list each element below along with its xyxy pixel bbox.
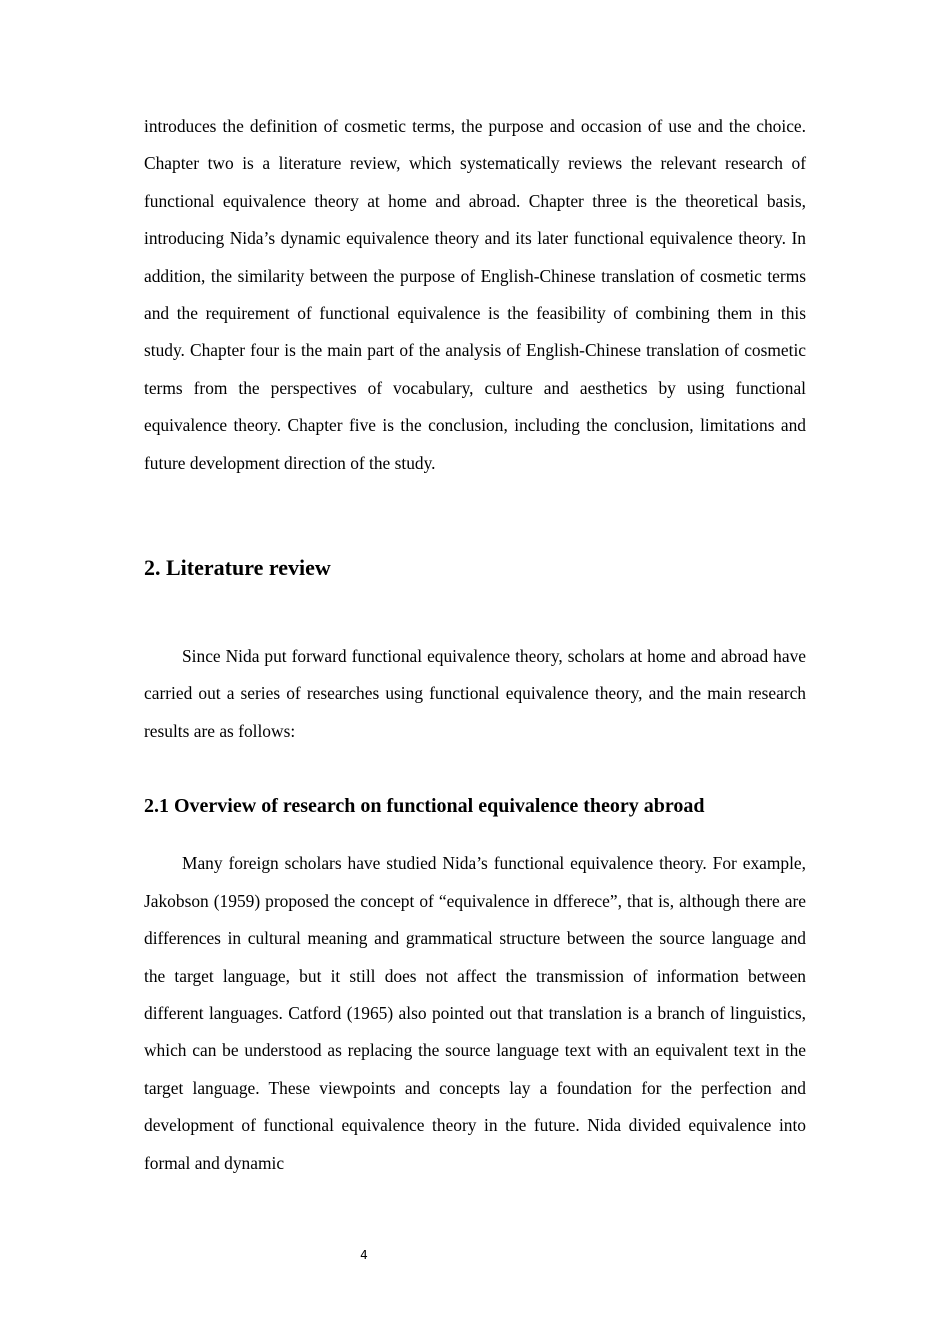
spacer bbox=[144, 482, 806, 553]
subsection-body-paragraph: Many foreign scholars have studied Nida’s functional equivalence theory. For example, Jakobson (1959) proposed the concept of “equivalence in dfferece”, that is, although there are differences in cultural meaning and grammatical structure between the source language and the target language, but it still does not affect the transmission of information between different languages. Catford (1965) also pointed out that translation is a branch of linguistics, which can be understood as replacing the source language text with an equivalent text in the target language. These viewpoints and concepts lay a foundation for the perfection and development of functional equivalence theory in the future. Nida divided equivalence into formal and dynamic bbox=[144, 853, 806, 1173]
spacer bbox=[144, 583, 806, 638]
section-intro-paragraph: Since Nida put forward functional equivalence theory, scholars at home and abroad have carried out a series of researches using functional equivalence theory, and the main research results are as follows: bbox=[144, 646, 806, 741]
spacer bbox=[144, 750, 806, 792]
section-heading: 2. Literature review bbox=[144, 555, 331, 581]
spacer bbox=[144, 820, 806, 845]
page-number: 4 bbox=[360, 1248, 368, 1262]
intro-continuation-paragraph: introduces the definition of cosmetic terms, the purpose and occasion of use and the choice. Chapter two is a literature review, which systematically reviews the relevant research of functional equivalence theory at home and abroad. Chapter three is the theoretical basis, introducing Nida’s dynamic equivalence theory and its later functional equivalence theory. In addition, the similarity between the purpose of English-Chinese translation of cosmetic terms and the requirement of functional equivalence is the feasibility of combining them in this study. Chapter four is the main part of the analysis of English-Chinese translation of cosmetic terms from the perspectives of vocabulary, culture and aesthetics by using functional equivalence theory. Chapter five is the conclusion, including the conclusion, limitations and future development direction of the study. bbox=[144, 116, 806, 473]
subsection-heading: 2.1 Overview of research on functional equivalence theory abroad bbox=[144, 795, 705, 818]
page-body bbox=[144, 108, 806, 1182]
